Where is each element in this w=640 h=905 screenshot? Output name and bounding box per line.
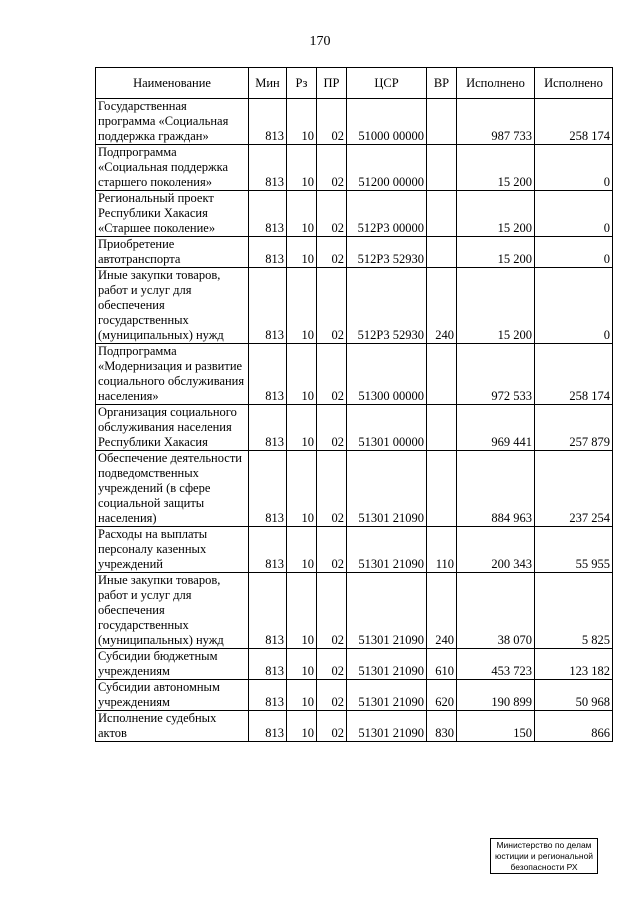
cell-vr — [427, 145, 457, 191]
cell-vr: 240 — [427, 573, 457, 649]
cell-executed-1: 15 200 — [457, 191, 535, 237]
table-row — [96, 680, 613, 711]
cell-name: Региональный проект Республики Хакасия «Старшее поколение» — [96, 191, 249, 237]
cell-csr: 51301 21090 — [347, 711, 427, 742]
cell-pr: 02 — [317, 405, 347, 451]
cell-rz: 10 — [287, 527, 317, 573]
cell-executed-2: 0 — [535, 191, 613, 237]
cell-vr — [427, 99, 457, 145]
table-row — [96, 711, 613, 742]
cell-csr: 51301 21090 — [347, 451, 427, 527]
cell-executed-1: 969 441 — [457, 405, 535, 451]
cell-rz: 10 — [287, 405, 317, 451]
table-row — [96, 191, 613, 237]
cell-min: 813 — [249, 527, 287, 573]
cell-executed-1: 15 200 — [457, 145, 535, 191]
cell-min: 813 — [249, 145, 287, 191]
page-number: 170 — [309, 34, 331, 49]
header-executed-2: Исполнено — [535, 68, 613, 99]
cell-vr: 240 — [427, 268, 457, 344]
table-row — [96, 344, 613, 405]
cell-csr: 51200 00000 — [347, 145, 427, 191]
cell-name: Расходы на выплаты персоналу казенных учреждений — [96, 527, 249, 573]
cell-min: 813 — [249, 451, 287, 527]
cell-min: 813 — [249, 99, 287, 145]
budget-table — [95, 67, 613, 742]
cell-executed-2: 0 — [535, 237, 613, 268]
cell-name: Приобретение автотранспорта — [96, 237, 249, 268]
cell-executed-2: 50 968 — [535, 680, 613, 711]
cell-min: 813 — [249, 268, 287, 344]
cell-executed-2: 0 — [535, 268, 613, 344]
cell-pr: 02 — [317, 711, 347, 742]
cell-executed-1: 200 343 — [457, 527, 535, 573]
header-vr: ВР — [427, 68, 457, 99]
cell-rz: 10 — [287, 99, 317, 145]
cell-executed-2: 123 182 — [535, 649, 613, 680]
cell-min: 813 — [249, 680, 287, 711]
cell-pr: 02 — [317, 680, 347, 711]
cell-vr: 620 — [427, 680, 457, 711]
table-header-row — [96, 68, 613, 99]
cell-min: 813 — [249, 237, 287, 268]
cell-rz: 10 — [287, 451, 317, 527]
header-pr: ПР — [317, 68, 347, 99]
cell-rz: 10 — [287, 649, 317, 680]
table-row — [96, 99, 613, 145]
table-row — [96, 145, 613, 191]
cell-csr: 512Р3 52930 — [347, 268, 427, 344]
cell-pr: 02 — [317, 573, 347, 649]
cell-executed-2: 866 — [535, 711, 613, 742]
cell-name: Обеспечение деятельности подведомственных учреждений (в сфере социальной защиты населения) — [96, 451, 249, 527]
cell-vr — [427, 451, 457, 527]
table-row — [96, 405, 613, 451]
header-executed-1: Исполнено — [457, 68, 535, 99]
table-row — [96, 649, 613, 680]
cell-name: Исполнение судебных актов — [96, 711, 249, 742]
cell-rz: 10 — [287, 573, 317, 649]
cell-executed-1: 15 200 — [457, 268, 535, 344]
cell-vr — [427, 405, 457, 451]
cell-vr — [427, 191, 457, 237]
cell-min: 813 — [249, 711, 287, 742]
cell-executed-1: 972 533 — [457, 344, 535, 405]
cell-min: 813 — [249, 191, 287, 237]
cell-csr: 512Р3 00000 — [347, 191, 427, 237]
cell-name: Субсидии бюджетным учреждениям — [96, 649, 249, 680]
cell-csr: 51301 00000 — [347, 405, 427, 451]
cell-vr: 110 — [427, 527, 457, 573]
header-name: Наименование — [96, 68, 249, 99]
cell-name: Иные закупки товаров, работ и услуг для обеспечения государственных (муниципальных) нужд — [96, 573, 249, 649]
cell-executed-1: 15 200 — [457, 237, 535, 268]
cell-name: Организация социального обслуживания населения Республики Хакасия — [96, 405, 249, 451]
cell-rz: 10 — [287, 711, 317, 742]
cell-executed-2: 55 955 — [535, 527, 613, 573]
cell-pr: 02 — [317, 145, 347, 191]
header-rz: Рз — [287, 68, 317, 99]
cell-csr: 51301 21090 — [347, 680, 427, 711]
stamp-line-3: безопасности РХ — [510, 862, 578, 872]
cell-executed-1: 987 733 — [457, 99, 535, 145]
cell-pr: 02 — [317, 99, 347, 145]
cell-rz: 10 — [287, 680, 317, 711]
header-csr: ЦСР — [347, 68, 427, 99]
cell-pr: 02 — [317, 527, 347, 573]
cell-pr: 02 — [317, 237, 347, 268]
cell-rz: 10 — [287, 191, 317, 237]
cell-pr: 02 — [317, 268, 347, 344]
cell-csr: 51000 00000 — [347, 99, 427, 145]
cell-executed-1: 38 070 — [457, 573, 535, 649]
cell-executed-2: 257 879 — [535, 405, 613, 451]
cell-executed-1: 150 — [457, 711, 535, 742]
cell-name: Иные закупки товаров, работ и услуг для обеспечения государственных (муниципальных) нужд — [96, 268, 249, 344]
cell-pr: 02 — [317, 191, 347, 237]
cell-name: Подпрограмма «Модернизация и развитие социального обслуживания населения» — [96, 344, 249, 405]
cell-min: 813 — [249, 649, 287, 680]
table-row — [96, 237, 613, 268]
cell-rz: 10 — [287, 237, 317, 268]
cell-rz: 10 — [287, 344, 317, 405]
cell-executed-2: 0 — [535, 145, 613, 191]
cell-executed-2: 237 254 — [535, 451, 613, 527]
cell-pr: 02 — [317, 451, 347, 527]
table-row — [96, 268, 613, 344]
cell-min: 813 — [249, 573, 287, 649]
cell-min: 813 — [249, 344, 287, 405]
header-min: Мин — [249, 68, 287, 99]
cell-min: 813 — [249, 405, 287, 451]
cell-csr: 51301 21090 — [347, 527, 427, 573]
cell-csr: 51300 00000 — [347, 344, 427, 405]
cell-name: Государственная программа «Социальная поддержка граждан» — [96, 99, 249, 145]
cell-vr — [427, 344, 457, 405]
cell-vr — [427, 237, 457, 268]
stamp-line-1: Министерство по делам — [496, 840, 592, 850]
cell-vr: 610 — [427, 649, 457, 680]
cell-executed-1: 190 899 — [457, 680, 535, 711]
cell-vr: 830 — [427, 711, 457, 742]
cell-rz: 10 — [287, 268, 317, 344]
table-row — [96, 573, 613, 649]
cell-executed-1: 453 723 — [457, 649, 535, 680]
cell-csr: 51301 21090 — [347, 573, 427, 649]
cell-executed-2: 5 825 — [535, 573, 613, 649]
cell-rz: 10 — [287, 145, 317, 191]
cell-executed-2: 258 174 — [535, 344, 613, 405]
cell-pr: 02 — [317, 649, 347, 680]
ministry-stamp — [490, 838, 598, 874]
cell-name: Подпрограмма «Социальная поддержка старшего поколения» — [96, 145, 249, 191]
table-row — [96, 451, 613, 527]
cell-executed-2: 258 174 — [535, 99, 613, 145]
table-row — [96, 527, 613, 573]
cell-csr: 51301 21090 — [347, 649, 427, 680]
cell-pr: 02 — [317, 344, 347, 405]
cell-csr: 512Р3 52930 — [347, 237, 427, 268]
stamp-line-2: юстиции и региональной — [494, 851, 594, 861]
cell-executed-1: 884 963 — [457, 451, 535, 527]
cell-name: Субсидии автономным учреждениям — [96, 680, 249, 711]
